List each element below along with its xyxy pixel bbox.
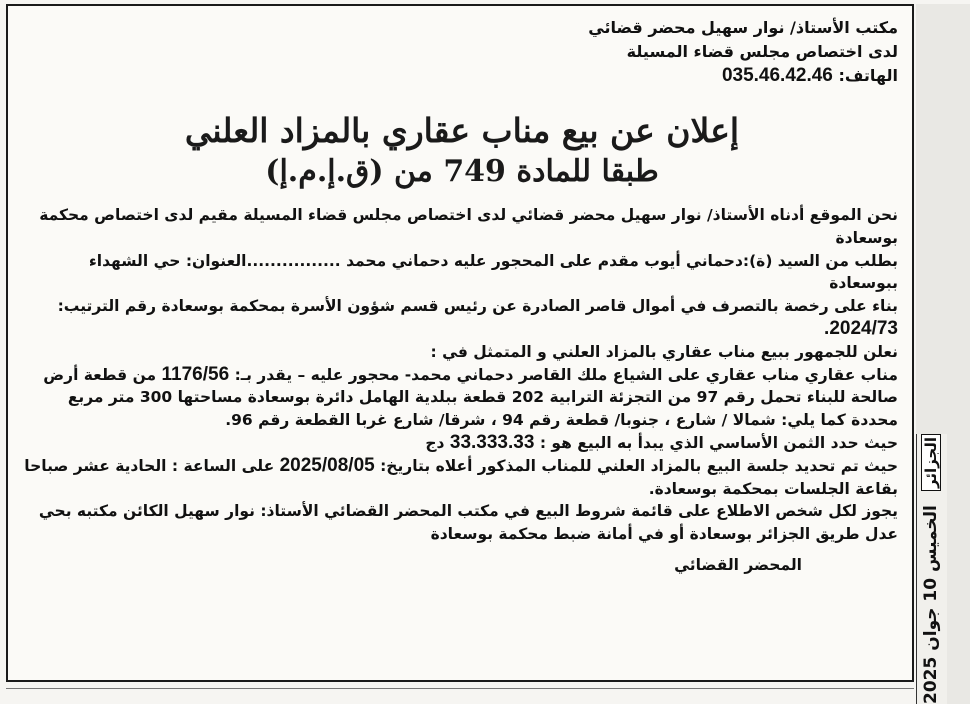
title-main: إعلان عن بيع مناب عقاري بالمزاد العلني — [184, 111, 740, 150]
notice-title — [8, 110, 916, 192]
publication-date: الخميس 10 جوان 2025 — [921, 505, 941, 704]
paragraph-property — [18, 364, 898, 432]
property-text-b: من قطعة أرض صالحة للبناء تحمل رقم 97 من التجزئة الترابية 202 قطعة ببلدية الهامل دائرة بوسعادة مساحتها 300 متر مربع محددة كما يلي: شمالا / شارع ، جنوبا/ قطعة رقم 94 ، شرقا/ شارع غربا القطعة رقم 96. — [43, 365, 898, 430]
legal-notice — [6, 4, 914, 682]
newspaper-margin — [916, 4, 970, 704]
authorization-text: بناء على رخصة بالتصرف في أموال قاصر الصادرة عن رئيس قسم شؤون الأسرة بمحكمة بوسعادة رقم الترتيب: — [57, 297, 898, 316]
notice-body — [18, 204, 898, 577]
session-date: 2025/08/05 — [279, 454, 375, 476]
authorization-number: 2024/73. — [824, 317, 898, 339]
phone-label: الهاتف: — [838, 66, 898, 85]
publication-name: الجزائر — [921, 434, 941, 491]
title-sub: طبقا للمادة 749 من (ق.إ.م.إ) — [265, 154, 659, 189]
paragraph-authorization — [18, 295, 898, 341]
property-share: 1176/56 — [161, 363, 230, 385]
phone-line — [198, 64, 898, 88]
price-value: 33.333.33 — [449, 431, 535, 453]
paragraph-requester: بطلب من السيد (ة):دحماني أيوب مقدم على المحجور عليه دحماني محمد ................العنوان: حي الشهداء ببوسعادة — [88, 251, 898, 293]
office-name: مكتب الأستاذ/ نوار سهيل محضر قضائي — [588, 18, 898, 37]
property-text-a: مناب عقاري مناب عقاري على الشياع ملك القاصر دحماني محمد- محجور عليه – يقدر بـ: — [234, 365, 898, 384]
session-text-a: حيث تم تحديد جلسة البيع بالمزاد العلني للمناب المذكور أعلاه بتاريخ: — [380, 456, 898, 475]
phone-number: 035.46.42.46 — [721, 65, 833, 86]
paragraph-session — [18, 455, 898, 501]
paragraph-bailiff: نحن الموقع أدناه الأستاذ/ نوار سهيل محضر قضائي لدى اختصاص مجلس قضاء المسيلة مقيم لدى اختصاص محكمة بوسعادة — [39, 206, 898, 247]
paragraph-conditions: يجوز لكل شخص الاطلاع على قائمة شروط البيع في مكتب المحضر القضائي الأستاذ: نوار سهيل الكائن مكتبه بحي عدل طريق الجزائر بوسعادة أو في أمانة ضبط محكمة بوسعادة — [38, 502, 898, 544]
paragraph-price — [18, 432, 898, 455]
margin-text — [918, 434, 944, 704]
bottom-rule — [6, 688, 914, 689]
session-text-b: على الساعة : الحادية عشر صباحا بقاعة الجلسات بمحكمة بوسعادة. — [24, 456, 898, 498]
price-text-a: حيث حدد الثمن الأساسي الذي يبدأ به البيع هو : — [539, 433, 898, 452]
paragraph-announcement: نعلن للجمهور ببيع مناب عقاري بالمزاد العلني و المتمثل في : — [430, 342, 898, 361]
price-currency: دج — [425, 433, 445, 452]
jurisdiction: لدى اختصاص مجلس قضاء المسيلة — [626, 42, 898, 61]
signature: المحضر القضائي — [674, 555, 802, 574]
notice-header — [198, 16, 898, 88]
